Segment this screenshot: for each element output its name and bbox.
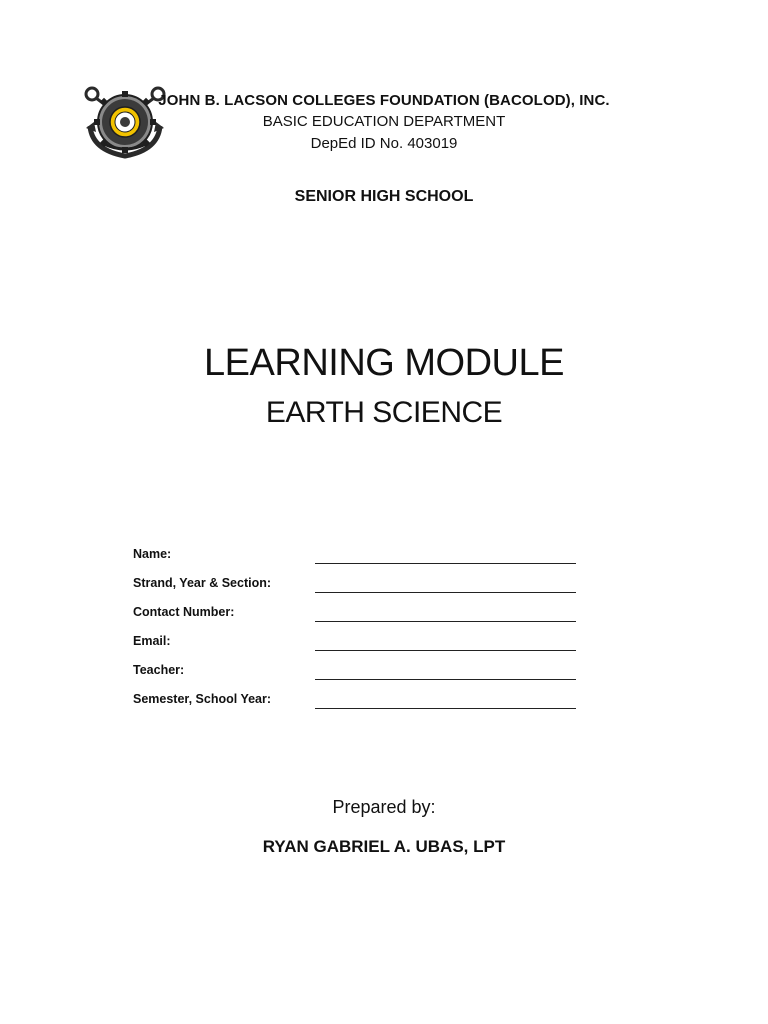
form-row-strand [133,572,593,601]
prepared-by-label: Prepared by: [332,797,436,817]
department-name: BASIC EDUCATION DEPARTMENT [262,113,506,130]
preparer-name: RYAN GABRIEL A. UBAS, LPT [262,837,506,856]
contact-number-field[interactable] [315,621,576,622]
field-label: Teacher: [133,663,185,677]
field-label: Strand, Year & Section: [133,576,272,590]
field-label: Name: [133,547,172,561]
semester-school-year-field[interactable] [315,708,576,709]
division-heading: SENIOR HIGH SCHOOL [294,188,474,205]
module-title: LEARNING MODULE [204,342,564,384]
field-label: Contact Number: [133,605,235,619]
email-field[interactable] [315,650,576,651]
teacher-field[interactable] [315,679,576,680]
strand-year-section-field[interactable] [315,592,576,593]
form-row-email [133,630,593,659]
deped-id: DepEd ID No. 403019 [310,135,458,152]
name-field[interactable] [315,563,576,564]
field-label: Semester, School Year: [133,692,272,706]
field-label: Email: [133,634,171,648]
form-row-contact [133,601,593,630]
form-row-teacher [133,659,593,688]
form-row-semester [133,688,593,717]
subject-title: EARTH SCIENCE [265,396,503,429]
student-info-form [133,543,593,717]
school-name: JOHN B. LACSON COLLEGES FOUNDATION (BACOLOD), INC. [158,92,610,109]
form-row-name [133,543,593,572]
